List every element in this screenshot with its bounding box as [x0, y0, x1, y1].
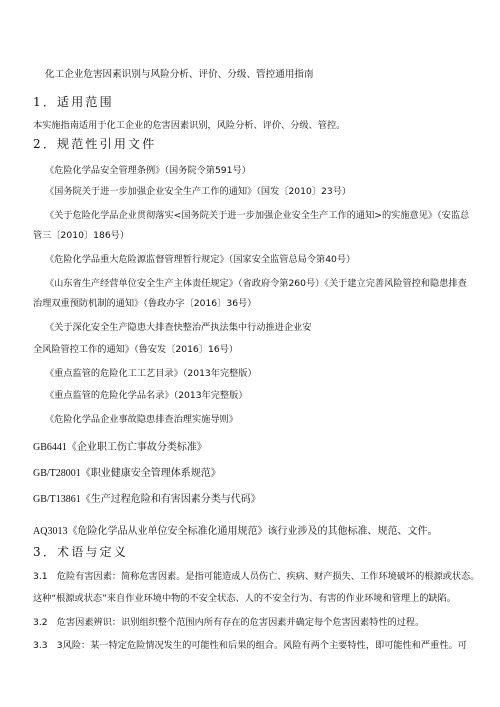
term-3-1: 3.1 危险有害因素：简称危害因素。是指可能造成人员伤亡、疾病、财产损失、工作环境破坏的根源或状态。 [33, 571, 480, 582]
reference-item: 《危险化学品重大危险源监督管理暂行规定》（国家安全监管总局令第40号） [45, 254, 356, 265]
section-2-heading: 2．规范性引用文件 [33, 137, 157, 151]
standard-item: GB6441《企业职工伤亡事故分类标准》 [33, 442, 207, 453]
section-1-heading: 1．适用范围 [33, 95, 114, 109]
term-3-2: 3.2 危害因素辨识：识别组织整个范围内所有存在的危害因素并确定每个危害因素特性的过程。 [33, 617, 425, 628]
reference-item: 《山东省生产经营单位安全生产主体责任规定》（省政府令第260号）《关于建立完善风险管控和隐患排查 [45, 278, 467, 289]
standard-item: AQ3013《危险化学品从业单位安全标准化通用规范》该行业涉及的其他标准、规范、文件。 [33, 526, 438, 537]
reference-item: 全风险管控工作的通知》（鲁安发〔2016〕16号） [33, 344, 239, 355]
term-3-1-continued: 这种“根源或状态”来自作业环境中物的不安全状态、人的不安全行为、有害的作业环境和管理上的缺陷。 [33, 593, 456, 604]
reference-item: 《国务院关于进一步加强企业安全生产工作的通知》（国发〔2010〕23号） [45, 186, 352, 197]
reference-item: 《危险化学品企业事故隐患排查治理实施导则》 [45, 414, 238, 425]
reference-item: 《关于危险化学品企业贯彻落实<国务院关于进一步加强企业安全生产工作的通知>的实施意见》（安监总 [45, 210, 470, 221]
reference-item: 管三〔2010〕186号） [33, 230, 130, 241]
section-3-heading: 3．术语与定义 [33, 545, 129, 559]
reference-item: 《重点监管的危险化工工艺目录》（2013年完整版） [45, 368, 257, 379]
reference-item: 《关于深化安全生产隐患大排查快整治严执法集中行动推进企业安 [45, 322, 312, 333]
reference-item: 《重点监管的危险化学品名录》（2013年完整版） [45, 390, 248, 401]
section-1-text: 本实施指南适用于化工企业的危害因素识别，风险分析、评价、分级、管控。 [33, 120, 346, 131]
standard-item: GB/T28001《职业健康安全管理体系规范》 [33, 468, 221, 479]
reference-item: 治理双重预防机制的通知》（鲁政办字〔2016〕36号） [33, 298, 257, 309]
reference-item: 《危险化学品安全管理条例》（国务院令第591号） [45, 165, 251, 176]
document-title: 化工企业危害因素识别与风险分析、评价、分级、管控通用指南 [45, 69, 314, 80]
term-3-3: 3.3 3风险：某一特定危险情况发生的可能性和后果的组合。风险有两个主要特性，即可能性和严重性。可 [33, 640, 467, 651]
standard-item: GB/T13861《生产过程危险和有害因素分类与代码》 [33, 494, 261, 505]
